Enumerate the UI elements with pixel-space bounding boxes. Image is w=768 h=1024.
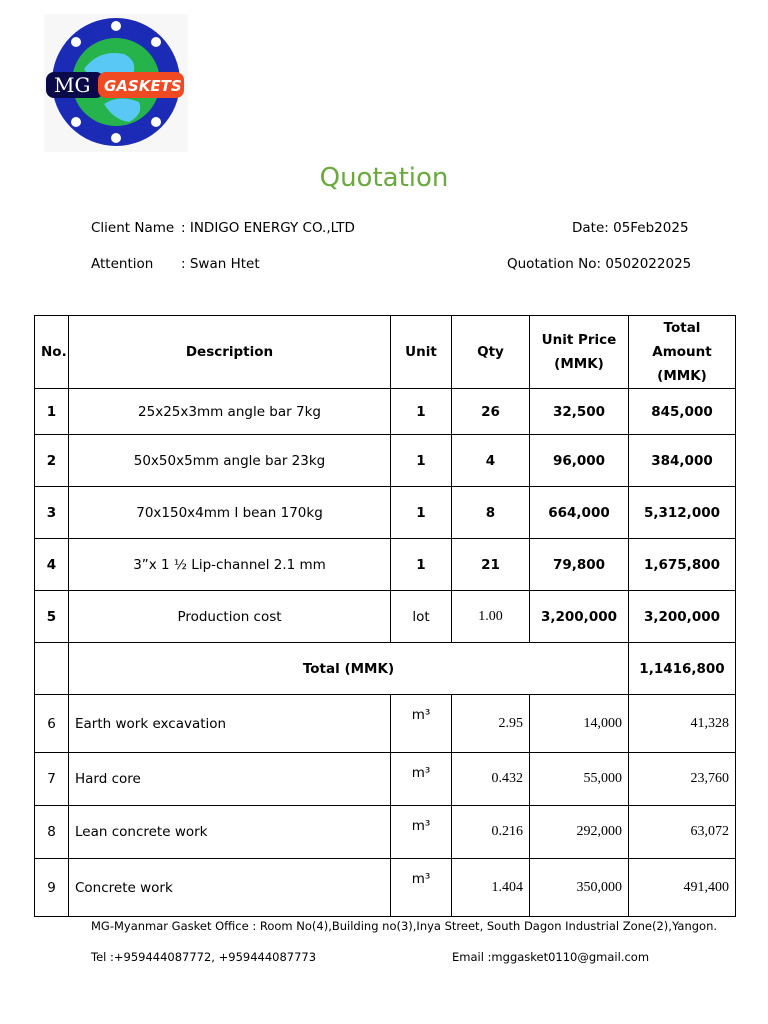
total-label: Total (MMK) bbox=[69, 643, 629, 695]
total-value: 1,1416,800 bbox=[629, 643, 736, 695]
row-description: Hard core bbox=[69, 753, 391, 806]
table-row bbox=[35, 806, 736, 859]
row-qty: 4 bbox=[452, 435, 530, 487]
header-unit: Unit bbox=[391, 316, 452, 389]
row-unit-price: 79,800 bbox=[530, 539, 629, 591]
row-description: Earth work excavation bbox=[69, 695, 391, 753]
client-value: : INDIGO ENERGY CO.,LTD bbox=[181, 220, 355, 236]
header-unit-price-currency: (MMK) bbox=[554, 356, 604, 372]
table-row bbox=[35, 859, 736, 917]
table-row bbox=[35, 487, 736, 539]
row-unit-price: 3,200,000 bbox=[530, 591, 629, 643]
row-unit: lot bbox=[391, 591, 452, 643]
row-unit: m³ bbox=[391, 859, 452, 917]
row-unit-price: 664,000 bbox=[530, 487, 629, 539]
row-total: 5,312,000 bbox=[629, 487, 736, 539]
logo-text-gaskets: GASKETS bbox=[104, 77, 182, 95]
row-qty: 1.00 bbox=[452, 591, 530, 643]
row-unit: 1 bbox=[391, 487, 452, 539]
header-qty: Qty bbox=[452, 316, 530, 389]
row-unit: m³ bbox=[391, 806, 452, 859]
row-no: 3 bbox=[35, 487, 69, 539]
row-total: 1,675,800 bbox=[629, 539, 736, 591]
row-total: 63,072 bbox=[629, 806, 736, 859]
table-row bbox=[35, 539, 736, 591]
footer-telephone: Tel :+959444087772, +959444087773 bbox=[91, 950, 317, 964]
row-unit: 1 bbox=[391, 389, 452, 435]
page-title: Quotation bbox=[319, 163, 449, 193]
header-description: Description bbox=[69, 316, 391, 389]
row-qty: 0.216 bbox=[452, 806, 530, 859]
table-row bbox=[35, 753, 736, 806]
logo-text-mg: MG bbox=[54, 73, 91, 97]
footer-office-address: MG-Myanmar Gasket Office : Room No(4),Building no(3),Inya Street, South Dagon Industrial Zone(2),Yangon. bbox=[91, 919, 718, 933]
row-description: 25x25x3mm angle bar 7kg bbox=[69, 389, 391, 435]
row-total: 23,760 bbox=[629, 753, 736, 806]
header-unit-price bbox=[530, 316, 629, 389]
row-no: 2 bbox=[35, 435, 69, 487]
row-unit-price: 32,500 bbox=[530, 389, 629, 435]
row-total: 41,328 bbox=[629, 695, 736, 753]
table-header-row bbox=[35, 316, 736, 389]
header-total-amount bbox=[629, 316, 736, 389]
row-description: 50x50x5mm angle bar 23kg bbox=[69, 435, 391, 487]
quotation-number: Quotation No: 0502022025 bbox=[507, 256, 692, 272]
row-total: 491,400 bbox=[629, 859, 736, 917]
row-description: Lean concrete work bbox=[69, 806, 391, 859]
row-unit: 1 bbox=[391, 539, 452, 591]
row-qty: 1.404 bbox=[452, 859, 530, 917]
row-unit: m³ bbox=[391, 695, 452, 753]
attention-label: Attention bbox=[91, 256, 154, 272]
row-unit: m³ bbox=[391, 753, 452, 806]
row-unit: 1 bbox=[391, 435, 452, 487]
row-no: 8 bbox=[35, 806, 69, 859]
row-description: Concrete work bbox=[69, 859, 391, 917]
row-total: 384,000 bbox=[629, 435, 736, 487]
header-no: No. bbox=[35, 316, 69, 389]
row-unit-price: 55,000 bbox=[530, 753, 629, 806]
company-logo bbox=[44, 14, 188, 152]
row-unit-price: 292,000 bbox=[530, 806, 629, 859]
row-description: 70x150x4mm I bean 170kg bbox=[69, 487, 391, 539]
date-text: Date: 05Feb2025 bbox=[572, 220, 689, 236]
footer-email: Email :mggasket0110@gmail.com bbox=[452, 950, 650, 964]
row-qty: 26 bbox=[452, 389, 530, 435]
row-qty: 2.95 bbox=[452, 695, 530, 753]
total-row-blank bbox=[35, 643, 69, 695]
row-no: 7 bbox=[35, 753, 69, 806]
row-no: 5 bbox=[35, 591, 69, 643]
row-unit-price: 96,000 bbox=[530, 435, 629, 487]
header-total-currency: (MMK) bbox=[657, 368, 707, 384]
row-no: 6 bbox=[35, 695, 69, 753]
row-total: 3,200,000 bbox=[629, 591, 736, 643]
row-qty: 0.432 bbox=[452, 753, 530, 806]
mg-gaskets-logo bbox=[44, 14, 188, 152]
quotation-table bbox=[34, 315, 736, 917]
row-description: Production cost bbox=[69, 591, 391, 643]
row-no: 1 bbox=[35, 389, 69, 435]
row-unit-price: 350,000 bbox=[530, 859, 629, 917]
table-row bbox=[35, 389, 736, 435]
row-no: 4 bbox=[35, 539, 69, 591]
header-total-label: Total Amount bbox=[652, 320, 712, 360]
client-label: Client Name bbox=[91, 220, 175, 236]
table-row bbox=[35, 435, 736, 487]
row-qty: 8 bbox=[452, 487, 530, 539]
attention-value: : Swan Htet bbox=[181, 256, 260, 272]
table-row bbox=[35, 695, 736, 753]
total-row bbox=[35, 643, 736, 695]
row-no: 9 bbox=[35, 859, 69, 917]
row-qty: 21 bbox=[452, 539, 530, 591]
header-unit-price-label: Unit Price bbox=[541, 332, 617, 348]
row-unit-price: 14,000 bbox=[530, 695, 629, 753]
table-row bbox=[35, 591, 736, 643]
row-total: 845,000 bbox=[629, 389, 736, 435]
row-description: 3”x 1 ½ Lip-channel 2.1 mm bbox=[69, 539, 391, 591]
